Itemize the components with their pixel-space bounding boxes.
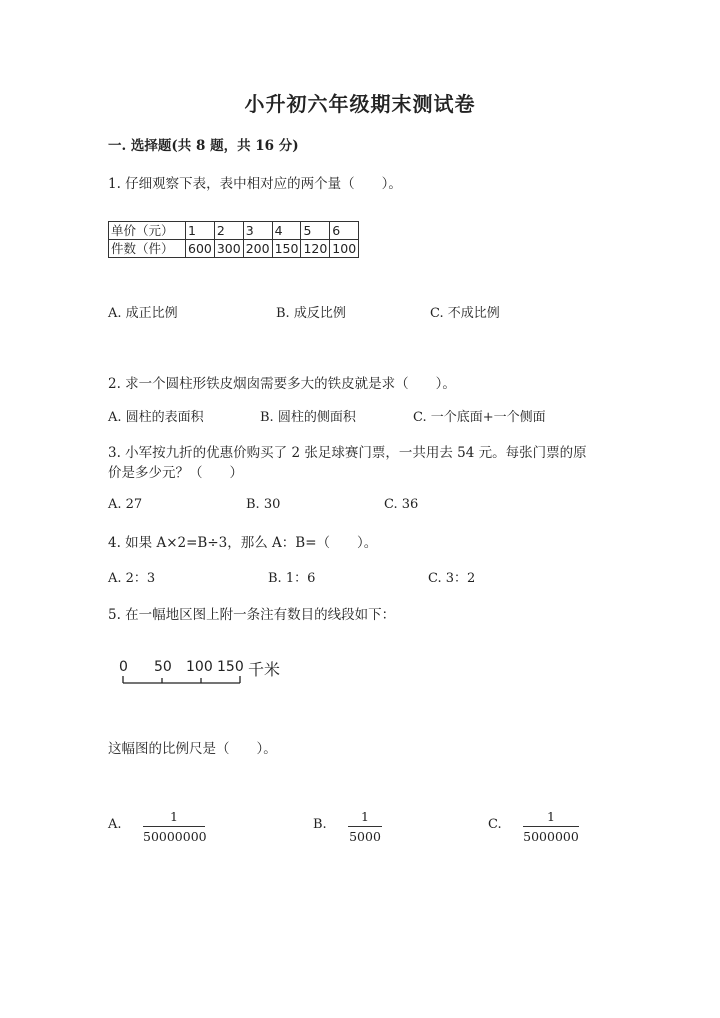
option-a[interactable]: A. 27 [108,497,143,512]
question-4-text: 4. 如果 A×2=B÷3，那么 A：B=（ ）。 [108,535,378,551]
table-cell: 2 [214,222,243,240]
option-a[interactable]: A. 成正比例 [108,306,178,321]
table-cell: 120 [301,240,330,258]
option-c[interactable]: C. 一个底面+一个侧面 [413,410,546,425]
fraction-numerator: 1 [348,809,382,827]
scale-bar [118,674,248,688]
table-cell: 100 [330,240,359,258]
table-cell: 200 [243,240,272,258]
option-c-fraction[interactable] [523,809,579,844]
question-3-text-line2: 价是多少元？（ ） [108,465,243,481]
table-cell: 6 [330,222,359,240]
question-5-followup: 这幅图的比例尺是（ ）。 [108,741,277,757]
fraction-denominator: 5000 [349,829,381,844]
table-cell: 5 [301,222,330,240]
table-cell: 1 [186,222,215,240]
option-a-fraction[interactable] [143,809,205,844]
table-cell: 件数（件） [109,240,186,258]
table-cell: 3 [243,222,272,240]
section-heading: 一. 选择题(共 8 题，共 16 分) [108,138,299,154]
option-b-label[interactable]: B. [313,817,327,832]
table-row [109,222,359,240]
option-b[interactable]: B. 30 [246,497,281,512]
scale-label-100: 100 [186,659,213,675]
option-c-label[interactable]: C. [488,817,502,832]
fraction-denominator: 50000000 [143,829,207,844]
option-c[interactable]: C. 不成比例 [430,306,500,321]
table-cell: 4 [272,222,301,240]
question-5-text: 5. 在一幅地区图上附一条注有数目的线段如下： [108,607,396,623]
scale-label-50: 50 [154,659,172,675]
table-cell: 300 [214,240,243,258]
option-a[interactable]: A. 2：3 [108,571,156,586]
option-a[interactable]: A. 圆柱的表面积 [108,410,204,425]
price-quantity-table [108,221,359,258]
page-title: 小升初六年级期末测试卷 [244,92,476,116]
table-cell: 150 [272,240,301,258]
table-cell: 600 [186,240,215,258]
option-b[interactable]: B. 1：6 [268,571,316,586]
option-b-fraction[interactable] [348,809,382,844]
option-b[interactable]: B. 成反比例 [276,306,346,321]
question-2-text: 2. 求一个圆柱形铁皮烟囱需要多大的铁皮就是求（ ）。 [108,376,456,392]
question-3-text-line1: 3. 小军按九折的优惠价购买了 2 张足球赛门票，一共用去 54 元。每张门票的原 [108,445,587,461]
option-a-label[interactable]: A. [108,817,122,832]
fraction-numerator: 1 [523,809,579,827]
option-c[interactable]: C. 36 [384,497,419,512]
scale-unit: 千米 [248,660,281,679]
scale-label-150: 150 [217,659,244,675]
fraction-numerator: 1 [143,809,205,827]
question-1-text: 1. 仔细观察下表，表中相对应的两个量（ ）。 [108,176,402,192]
scale-label-0: 0 [119,659,128,675]
option-b[interactable]: B. 圆柱的侧面积 [260,410,356,425]
option-c[interactable]: C. 3：2 [428,571,476,586]
table-cell: 单价（元） [109,222,186,240]
fraction-denominator: 5000000 [523,829,579,844]
table-row [109,240,359,258]
